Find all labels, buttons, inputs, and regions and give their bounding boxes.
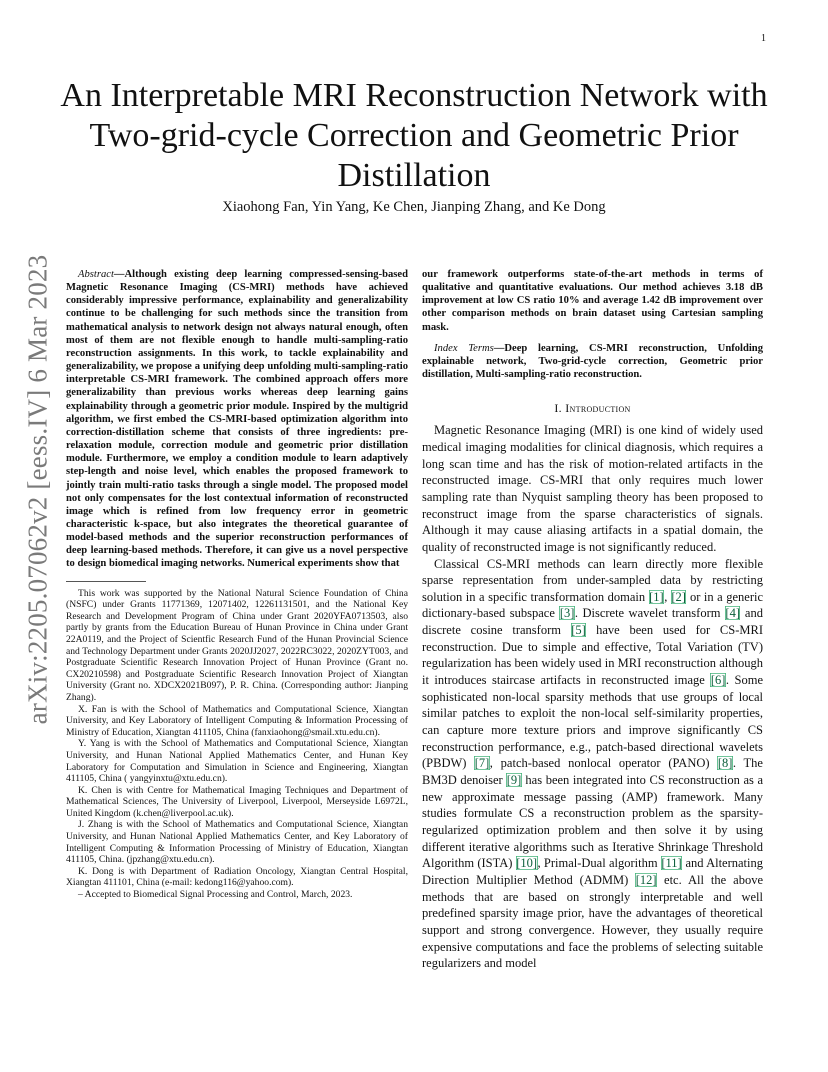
citation-link[interactable]: [4] (725, 606, 740, 621)
paragraph-text: has been integrated into CS reconstruction as a new approximate message passing (AMP) framework. Many studies formulate CS a reconstruction problem as the sparsity-regularized optimization problem and then solve it by using different iterative algorithms such as Iterative Shrinkage Threshold Algorithm (ISTA) (422, 773, 764, 871)
paragraph-text: , patch-based nonlocal operator (PANO) (489, 756, 718, 771)
intro-paragraph-2 (422, 556, 763, 972)
citation-link[interactable]: [11] (661, 856, 682, 871)
paragraph-text: . The BM3D denoiser (422, 756, 763, 788)
page-number: 1 (761, 33, 766, 44)
paragraph-text: etc. All the above methods that are based on strongly interpretable and well predefined sparsity image prior, have the advantages of theoretical support and strong convergence. However, they usually require expensive computations and face the problems of selecting suitable regularizers and model (422, 872, 763, 971)
paragraph-text: have been used for CS-MRI reconstruction. Due to simple and effective, Total Variation (TV) regularization has been widely used in MRI reconstruction although it introduces staircase artifacts in reconstructed image (422, 623, 763, 688)
footnote-author-chen: K. Chen is with Centre for Mathematical Imaging Techniques and Department of Mathematical Sciences, The University of Liverpool, Liverpool, Merseyside L6972L, United Kingdom (k.chen@liverpool.ac.uk). (66, 784, 408, 819)
citation-link[interactable]: [2] (671, 589, 686, 604)
paper-title: An Interpretable MRI Reconstruction Network with Two-grid-cycle Correction and Geometric Prior Distillation (60, 77, 768, 194)
abstract-label: Abstract (78, 269, 114, 280)
right-column (422, 268, 763, 972)
paragraph-text: , Primal-Dual algorithm (537, 856, 661, 871)
citation-link[interactable]: [8] (717, 756, 733, 771)
index-terms (422, 342, 763, 381)
footnote-author-yang: Y. Yang is with the School of Mathematics and Computational Science, Xiangtan University, and Hunan National Applied Mathematics Center, and Hunan Key Laboratory for Computation and Simulation in Science and Engineering, Xiangtan 411105, China ( yangyinxtu@xtu.edu.cn). (66, 738, 408, 785)
abstract-text: —Although existing deep learning compressed-sensing-based Magnetic Resonance Imaging (CS-MRI) methods have achieved considerably impressive performance, explainability and generalizability continue to be challenging for such methods since the transition from mathematical analysis to network design not always natural enough, often most of them are not flexible enough to handle multi-sampling-ratio reconstruction assignments. In this work, to tackle explainability and generalizability, we propose a unifying deep unfolding multi-sampling-ratio interpretable CS-MRI framework. The combined approach offers more generalizability than previous works whereas deep learning gains explainability through a geometric prior module. Inspired by the multigrid algorithm, we first embed the CS-MRI-based optimization algorithm into correction-distillation scheme that consists of three ingredients: pre-relaxation module, correction module and geometric prior distillation module. Furthermore, we employ a condition module to learn adaptively step-length and noise level, which enables the proposed framework to jointly train multi-ratio tasks through a single model. The proposed model not only compensates for the lost contextual information of reconstructed image which is refined from low frequency error in geometric characteristic k-space, but also integrates the theoretical guarantee of model-based methods and the superior reconstruction performances of deep learning-based methods. Therefore, it can give us a novel perspective to design biomedical imaging networks. Numerical experiments show that (66, 269, 408, 570)
paragraph-text: , (664, 589, 671, 604)
citation-link[interactable]: [9] (506, 773, 522, 788)
left-column (66, 268, 408, 901)
paragraph-text: . Discrete wavelet transform (574, 606, 725, 621)
arxiv-identifier-stamp (20, 254, 56, 724)
footnote-author-dong: K. Dong is with Department of Radiation Oncology, Xiangtan Central Hospital, Xiangtan 411101, China (e-mail: kedong116@yahoo.com). (66, 865, 408, 889)
footnotes (66, 588, 408, 901)
paragraph-text: Classical CS-MRI methods can learn directly more flexible sparse representation from under-sampled data by restricting solution in a specific transformation domain (422, 556, 763, 604)
citation-link[interactable]: [7] (474, 756, 490, 771)
abstract-continuation: our framework outperforms state-of-the-art methods in terms of qualitative and quantitative evaluations. Our method achieves 3.18 dB improvement at low CS ratio 10% and average 1.42 dB improvement over other comparison methods on brain dataset using Cartesian sampling mask. (422, 269, 763, 333)
index-terms-label: Index Terms (434, 342, 494, 354)
citation-link[interactable]: [3] (559, 606, 575, 621)
citation-link[interactable]: [1] (649, 589, 664, 604)
paper-authors: Xiaohong Fan, Yin Yang, Ke Chen, Jianping Zhang, and Ke Dong (222, 199, 606, 215)
footnote-acceptance: – Accepted to Biomedical Signal Processing and Control, March, 2023. (78, 889, 353, 901)
index-terms-text: —Deep learning, CS-MRI reconstruction, Unfolding explainable network, Two-grid-cycle correction, Geometric prior distillation, Multi-sampling-ratio reconstruction. (422, 342, 763, 381)
paragraph-text: and discrete cosine transform (422, 606, 763, 638)
citation-link[interactable]: [12] (635, 872, 657, 887)
abstract (66, 268, 408, 571)
footnote-author-fan: X. Fan is with the School of Mathematics and Computational Science, Xiangtan University, and Key Laboratory of Intelligent Computing & Information Processing of Ministry of Education, Xiangtan 411105, China (fanxiaohong@smail.xtu.edu.cn). (66, 703, 408, 738)
footnote-author-zhang: J. Zhang is with the School of Mathematics and Computational Science, Xiangtan University, and Hunan National Applied Mathematics Center, and Key Laboratory of Intelligent Computing & Information Processing of Ministry of Education, Xiangtan 411105, China. (jpzhang@xtu.edu.cn). (66, 819, 408, 866)
paragraph-text: and Alternating Direction Multiplier Method (ADMM) (422, 856, 763, 887)
citation-link[interactable]: [10] (516, 856, 538, 871)
intro-paragraph-1: Magnetic Resonance Imaging (MRI) is one kind of widely used medical imaging modalities for clinical diagnosis, which requires a long scan time and has the risk of motion-related artifacts in the reconstructed image. CS-MRI that only requires much lower sampling rate than Nyquist sampling theory has been proposed to reconstruct image from the sparse characteristics of signals. Although it may cause aliasing artifacts in a spatial domain, the quality of reconstructed image is not significantly reduced. (422, 423, 763, 554)
paragraph-text: . Some sophisticated non-local sparsity methods that use groups of local similar patches to exploit the non-local self-similarity properties, can capture more texture priors and improve significantly CS reconstruction performance, e.g., patch-based directional wavelets (PBDW) (422, 673, 763, 771)
section-number: I. (554, 401, 562, 416)
citation-link[interactable]: [5] (571, 623, 586, 638)
paragraph-text: or in a generic dictionary-based subspace (422, 589, 764, 621)
arxiv-identifier-text: arXiv:2205.07062v2 [eess.IV] 6 Mar 2023 (22, 254, 53, 724)
citation-link[interactable]: [6] (710, 673, 726, 688)
footnote-divider (66, 581, 146, 582)
footnote-funding: This work was supported by the National Natural Science Foundation of China (NSFC) under Grants 11771369, 12071402, 12261131501, and the National Key Research and Development Program of China under Grant 2020YFA0713503, also partly by grants from the Education Bureau of Hunan Province in China under Grant 22A0119, and the Project of Scientfic Research Fund of the Hunan Provincial Science and Technology Department under Grants 2020JJ2027, 2022RC3022, 2020ZYT003, and Postgraduate Scientific Research Innovation Project of Hunan Province (Grant no. CX20210598) and Postgraduate Scientific Research Innovation Project of Xiangtan University (Grant no. XDCX2021B097), P. R. China. (Corresponding author: Jianping Zhang). (66, 587, 408, 703)
section-title: Introduction (565, 401, 631, 416)
section-heading-introduction (422, 401, 763, 416)
